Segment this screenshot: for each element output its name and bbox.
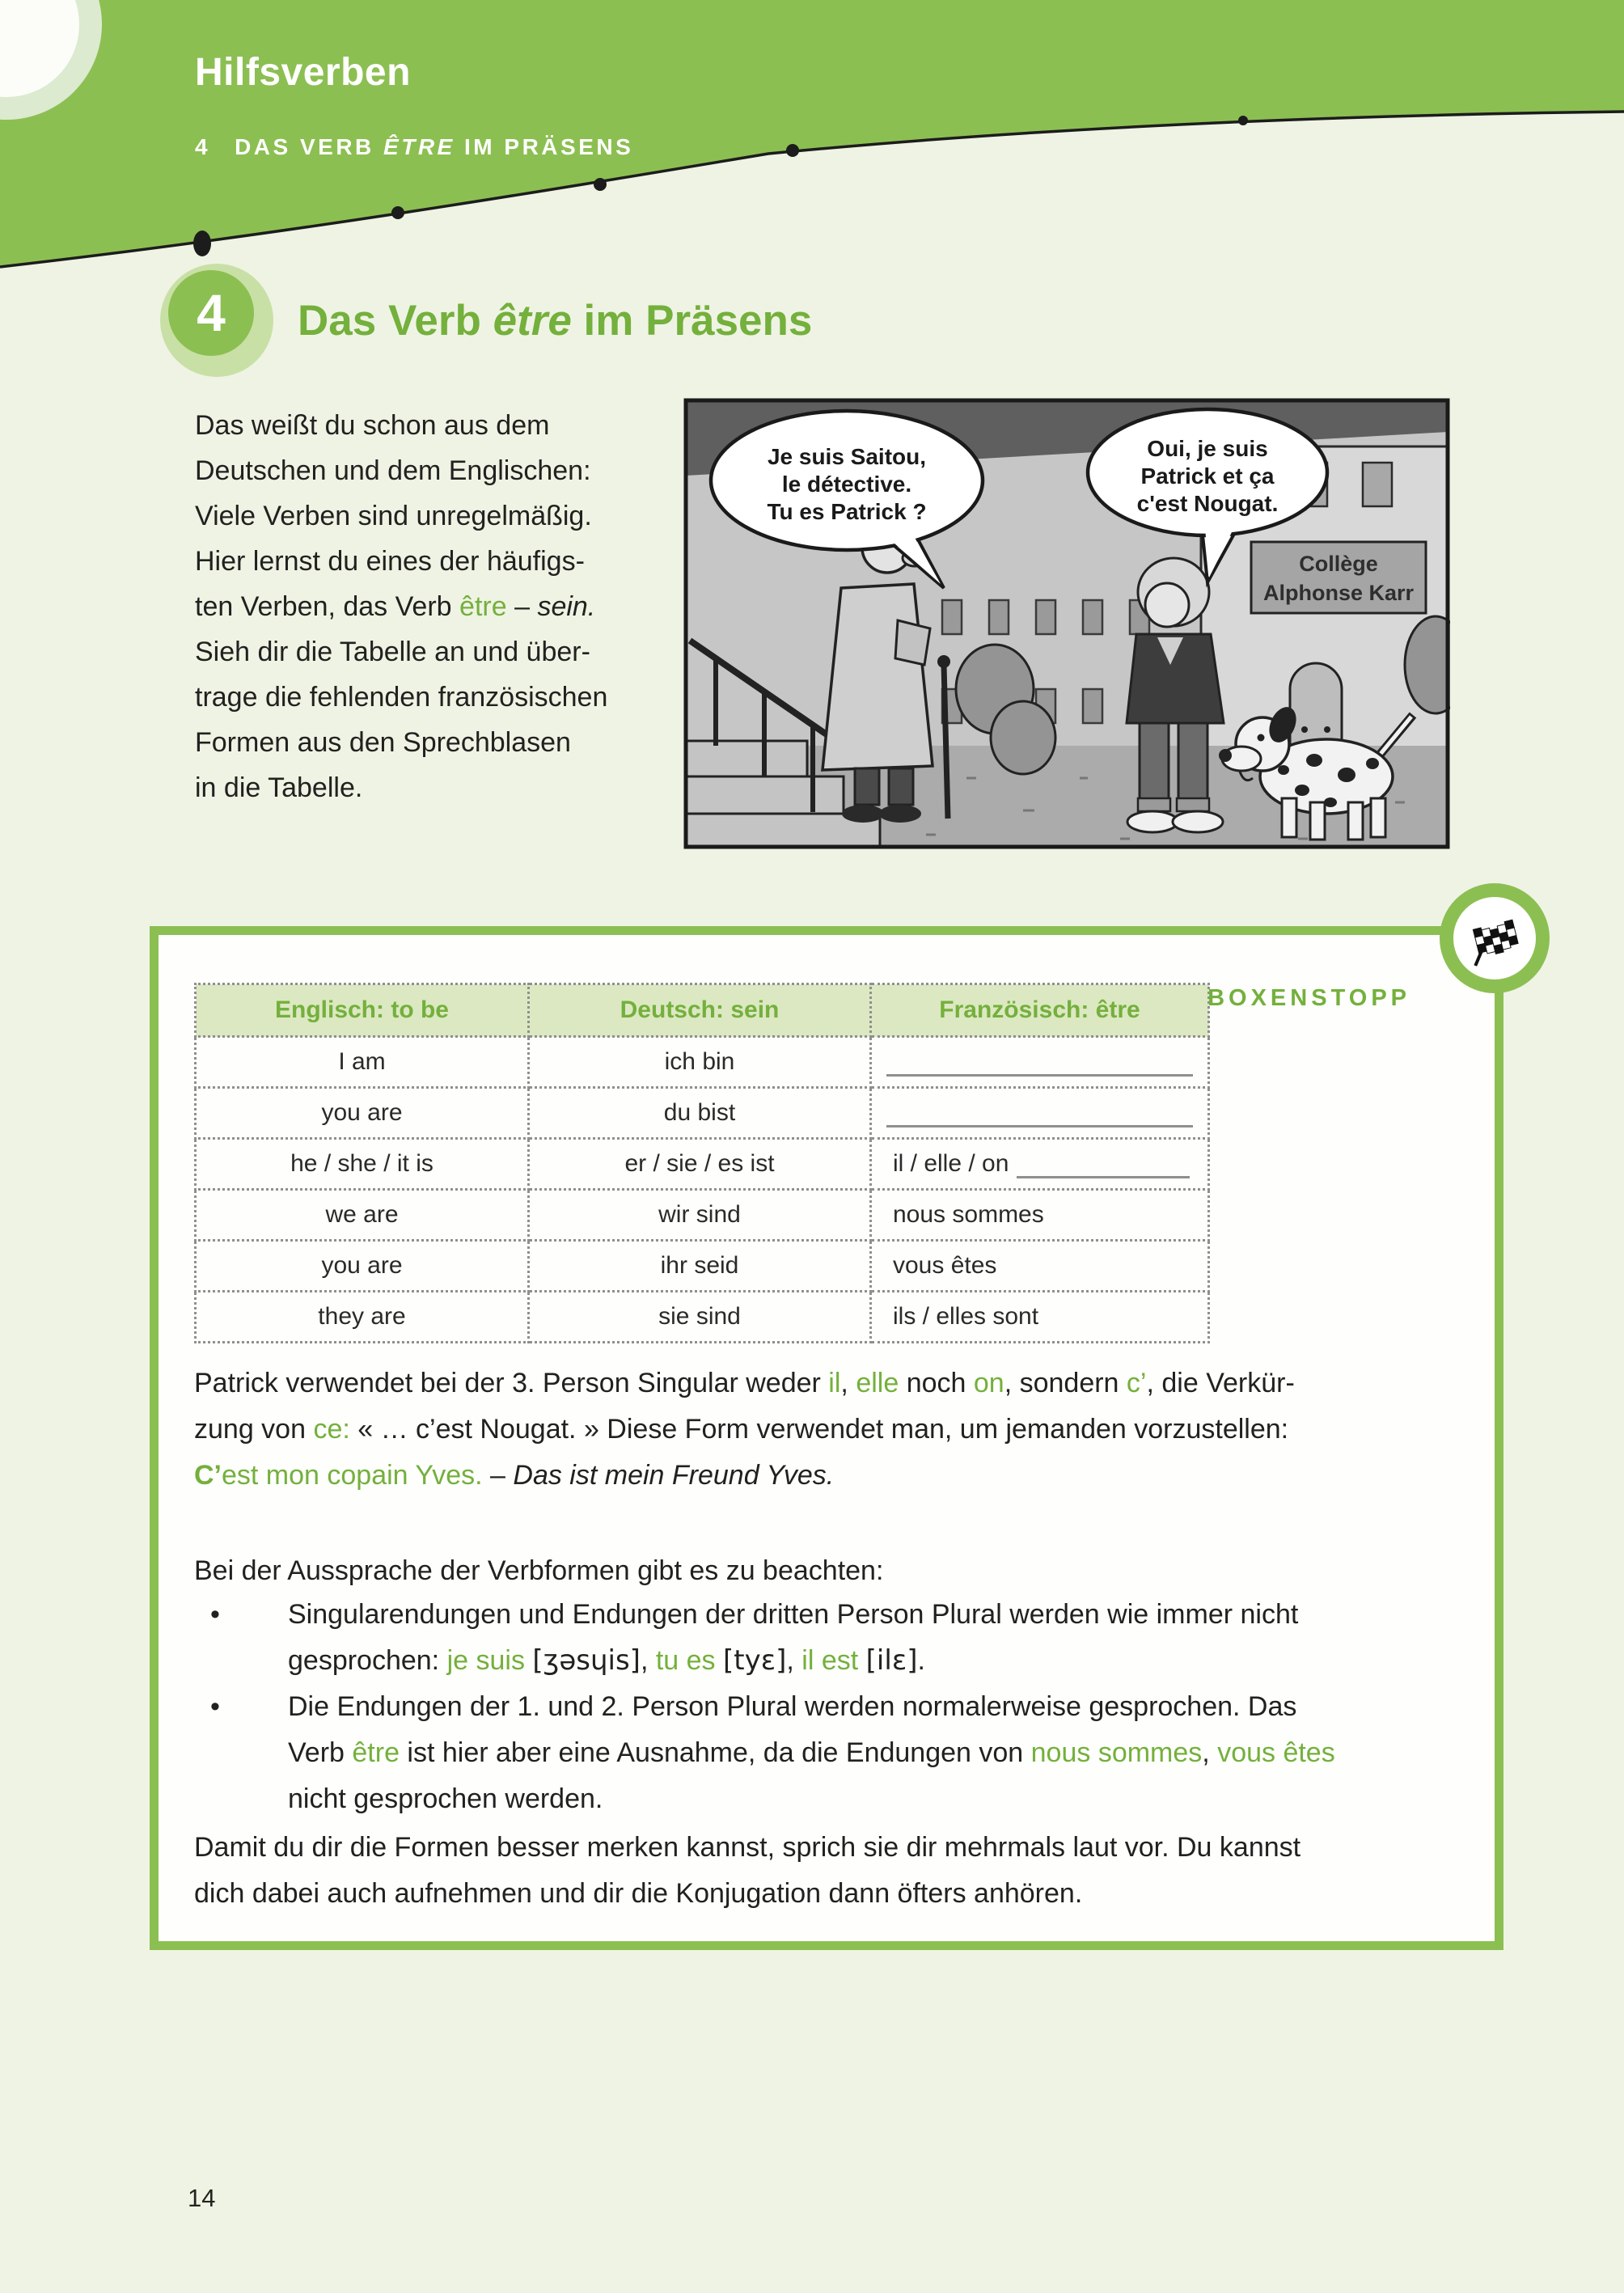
fill-in-blank-line: [886, 1074, 1193, 1077]
table-row: [196, 1037, 1209, 1088]
cell-english: you are: [196, 1241, 529, 1292]
fill-in-blank-line: [1017, 1176, 1190, 1178]
cell-french: il / elle / on: [871, 1139, 1209, 1190]
bubble2-line-2: Patrick et ça: [1140, 463, 1275, 489]
chapter-number: 4: [195, 134, 211, 159]
intro-text: Das weißt du schon aus dem Deutschen und dem Englischen: Viele Verben sind unregelmäßig. Hier lernst du eines der häufigs- ten Verben, das Verb être – sein. Sieh dir die Tabelle an und über- trage die fehlenden französischen Formen aus den Sprechblasen in die Tabelle.: [195, 410, 608, 803]
chapter-subtitle-post: IM PRÄSENS: [455, 134, 634, 159]
cell-german: ich bin: [529, 1037, 871, 1088]
header-green-band: [0, 0, 1624, 267]
section-number-badge: [160, 264, 273, 377]
chapter-subtitle-emph: ÊTRE: [383, 134, 455, 159]
paragraph-pronunciation-intro: Bei der Aussprache der Verbformen gibt es zu beachten:: [194, 1555, 884, 1586]
table-row: [196, 1190, 1209, 1241]
cell-french: ils / elles sont: [871, 1292, 1209, 1343]
table-row: [196, 1139, 1209, 1190]
cell-english: we are: [196, 1190, 529, 1241]
paragraph-practice-tip: Damit du dir die Formen besser merken kannst, sprich sie dir mehrmals laut vor. Du kannst dich dabei auch aufnehmen und dir die Konjugation dann öfters anhören.: [194, 1832, 1301, 1909]
table-row: [196, 1088, 1209, 1139]
bubble1-line-3: Tu es Patrick ?: [767, 499, 927, 524]
cell-german: er / sie / es ist: [529, 1139, 871, 1190]
cell-german: ihr seid: [529, 1241, 871, 1292]
conjugation-table-body: [196, 1037, 1209, 1343]
cell-german: wir sind: [529, 1190, 871, 1241]
checkered-flag-icon: [1465, 908, 1525, 968]
column-header-french: Französisch: être: [871, 984, 1209, 1037]
cell-german: du bist: [529, 1088, 871, 1139]
page-number: 14: [188, 2184, 216, 2212]
bubble2-line-3: c'est Nougat.: [1136, 491, 1279, 516]
column-header-english: Englisch: to be: [196, 984, 529, 1037]
section-title-pre: Das Verb: [298, 297, 493, 345]
cell-french: [871, 1037, 1209, 1088]
table-row: [196, 1241, 1209, 1292]
cell-english: they are: [196, 1292, 529, 1343]
section-title-emph: être: [493, 297, 572, 345]
cell-english: you are: [196, 1088, 529, 1139]
chapter-kicker: Hilfsverben: [195, 51, 411, 94]
school-sign-line-1: Collège: [1299, 552, 1378, 576]
conjugation-table: [194, 983, 1210, 1343]
bullet-singular-endings: • Singularendungen und Endungen der dritten Person Plural werden wie immer nicht gesprochen: je suis [ʒəsɥis], tu es [tyɛ], il est [ilɛ].: [210, 1592, 1335, 1684]
section-title: [298, 296, 812, 345]
cell-french: [871, 1088, 1209, 1139]
bubble1-line-2: le détective.: [781, 472, 912, 497]
cell-french: vous êtes: [871, 1241, 1209, 1292]
school-sign-line-2: Alphonse Karr: [1262, 581, 1415, 605]
cell-french: nous sommes: [871, 1190, 1209, 1241]
checkered-flag-badge: [1440, 883, 1550, 993]
fill-in-blank-line: [886, 1125, 1193, 1127]
section-title-post: im Präsens: [571, 297, 813, 345]
bubble1-line-1: Je suis Saitou,: [767, 444, 927, 469]
table-row: [196, 1292, 1209, 1343]
pronunciation-bullet-list: [210, 1592, 1335, 1822]
cell-english: I am: [196, 1037, 529, 1088]
cell-german: sie sind: [529, 1292, 871, 1343]
table-header-row: [196, 984, 1209, 1037]
chapter-subtitle-pre: DAS VERB: [235, 134, 384, 159]
chapter-subtitle: [195, 134, 633, 160]
comic-panel: [683, 398, 1450, 849]
boxenstopp-label: BOXENSTOPP: [1207, 985, 1410, 1011]
bullet-plural-endings: • Die Endungen der 1. und 2. Person Plural werden normalerweise gesprochen. Das Verb être ist hier aber eine Ausnahme, da die Endungen von nous sommes, vous êtes nicht gesprochen werden.: [210, 1684, 1335, 1822]
section-number: 4: [168, 270, 254, 356]
boxenstopp-box: [150, 926, 1503, 1950]
paragraph-cest-explanation: Patrick verwendet bei der 3. Person Singular weder il, elle noch on, sondern c’, die Verkür- zung von ce: « … c’est Nougat. » Diese Form verwendet man, um jemanden vorzustellen: C’est mon copain Yves. – Das ist mein Freund Yves.: [194, 1368, 1295, 1491]
cell-english: he / she / it is: [196, 1139, 529, 1190]
column-header-german: Deutsch: sein: [529, 984, 871, 1037]
bubble2-line-1: Oui, je suis: [1147, 436, 1268, 461]
